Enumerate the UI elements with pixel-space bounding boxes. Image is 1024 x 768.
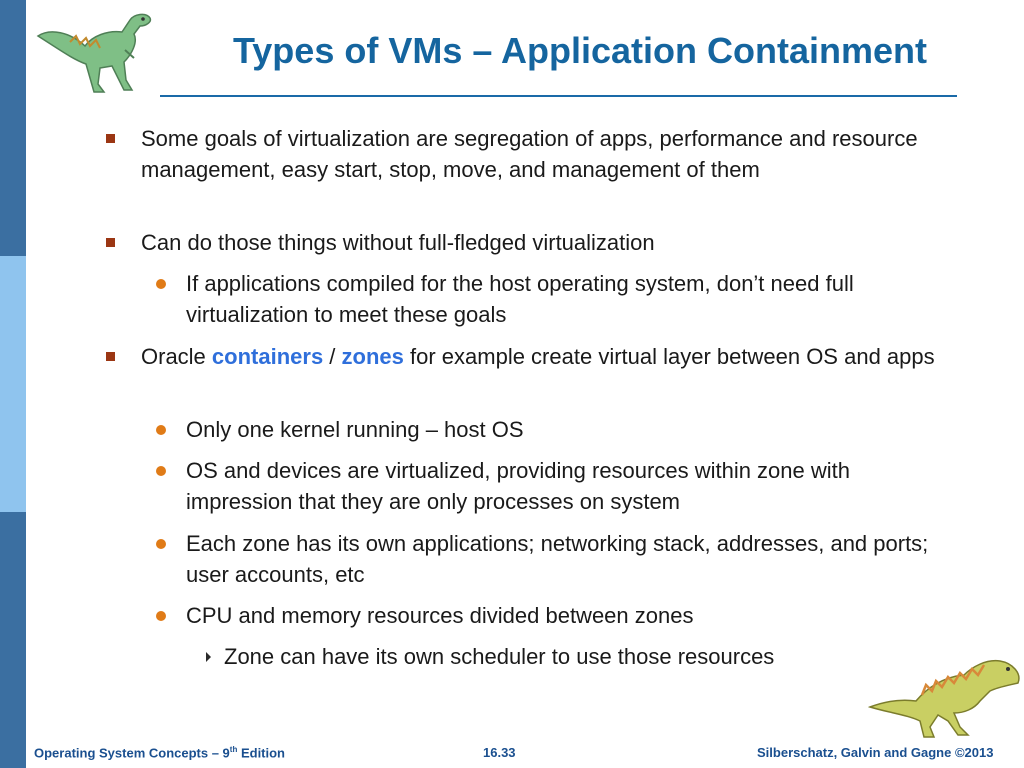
sub-bullet-item: Each zone has its own applications; networking stack, addresses, and ports; user accounts, etc bbox=[186, 531, 929, 587]
footer-book-title bbox=[34, 745, 285, 760]
round-bullet-icon bbox=[156, 466, 166, 476]
square-bullet-icon bbox=[106, 134, 115, 143]
keyword-containers: containers bbox=[211, 344, 324, 369]
bullet-text: / bbox=[323, 344, 342, 369]
bullet-item bbox=[141, 341, 961, 372]
footer-superscript: th bbox=[229, 745, 238, 754]
sidebar-band-top bbox=[0, 0, 26, 256]
sidebar-band-middle bbox=[0, 256, 26, 512]
footer-text: Operating System Concepts – 9 bbox=[34, 745, 230, 761]
round-bullet-icon bbox=[156, 279, 166, 289]
sub-bullet-item: If applications compiled for the host operating system, don’t need full virtualization to meet these goals bbox=[186, 271, 854, 327]
sub-bullet-item: CPU and memory resources divided between zones bbox=[186, 603, 694, 628]
title-divider bbox=[160, 95, 957, 97]
page-title: Types of VMs – Application Containment bbox=[232, 30, 928, 71]
round-bullet-icon bbox=[156, 425, 166, 435]
square-bullet-icon bbox=[106, 238, 115, 247]
keyword-zones: zones bbox=[341, 344, 404, 369]
left-sidebar-decoration bbox=[0, 0, 26, 768]
round-bullet-icon bbox=[156, 539, 166, 549]
sidebar-band-bottom bbox=[0, 512, 26, 768]
footer-text: Edition bbox=[237, 745, 286, 761]
dinosaur-icon bbox=[30, 6, 160, 96]
page-number: 16.33 bbox=[483, 745, 516, 760]
bullet-text: Oracle bbox=[141, 344, 212, 369]
bullet-text: for example create virtual layer between OS and apps bbox=[403, 344, 935, 369]
bullet-item: Some goals of virtualization are segregation of apps, performance and resource management, easy start, stop, move, and management of them bbox=[141, 126, 918, 182]
sub-bullet-item: Only one kernel running – host OS bbox=[186, 417, 524, 442]
round-bullet-icon bbox=[156, 611, 166, 621]
sub-bullet-item: OS and devices are virtualized, providing resources within zone with impression that they are only processes on system bbox=[186, 458, 850, 514]
square-bullet-icon bbox=[106, 352, 115, 361]
dinosaur-icon bbox=[868, 655, 1024, 740]
triangle-bullet-icon bbox=[206, 652, 211, 662]
footer-authors: Silberschatz, Galvin and Gagne ©2013 bbox=[757, 745, 994, 760]
bullet-item: Can do those things without full-fledged virtualization bbox=[141, 230, 655, 255]
sub-sub-bullet-item: Zone can have its own scheduler to use those resources bbox=[224, 644, 775, 669]
